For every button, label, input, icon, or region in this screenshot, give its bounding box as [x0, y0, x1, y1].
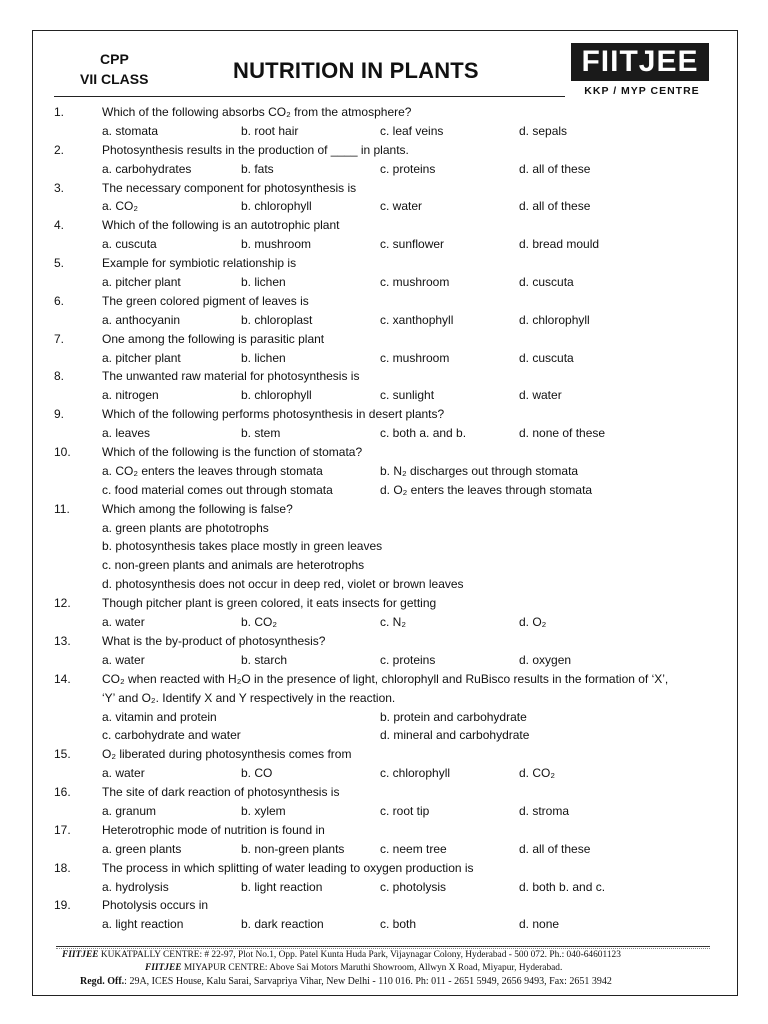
question-row	[54, 896, 724, 915]
option-text: c. leaf veins	[380, 123, 444, 138]
option-text: b. xylem	[241, 803, 286, 818]
question-row	[54, 632, 724, 651]
options-row	[54, 802, 724, 821]
options-row	[54, 708, 724, 727]
option-text: b. photosynthesis takes place mostly in green leaves	[102, 539, 383, 554]
options-row	[54, 556, 724, 575]
option-text: d. photosynthesis does not occur in deep red, violet or brown leaves	[102, 577, 464, 592]
question-text: Example for symbiotic relationship is	[102, 256, 297, 271]
question-text: Which of the following absorbs CO₂ from the atmosphere?	[102, 105, 412, 119]
footer-regd-text: : 29A, ICES House, Kalu Sarai, Sarvapriya Vihar, New Delhi - 110 016. Ph: 011 - 2651 5949, 2656 9493, Fax: 2651 3942	[124, 976, 612, 987]
option-text: c. root tip	[380, 803, 430, 818]
question-row	[54, 500, 724, 519]
question-text: Though pitcher plant is green colored, it eats insects for getting	[102, 596, 437, 611]
question-text: The necessary component for photosynthesis is	[102, 180, 357, 195]
option-text: ‘Y’ and O₂. Identify X and Y respectively in the reaction.	[102, 690, 396, 705]
option-text: a. stomata	[102, 123, 159, 138]
option-text: c. mushroom	[380, 275, 450, 290]
question-row	[54, 216, 724, 235]
question-number: 5.	[54, 256, 65, 271]
option-text: b. CO	[241, 766, 273, 781]
option-text: b. fats	[241, 161, 274, 176]
question-list	[54, 103, 724, 934]
options-row	[54, 915, 724, 934]
question-number: 10.	[54, 445, 71, 460]
option-text: a. green plants are phototrophs	[102, 520, 269, 535]
option-text: d. chlorophyll	[519, 312, 590, 327]
option-text: a. light reaction	[102, 917, 184, 932]
option-text: a. CO₂	[102, 199, 138, 214]
option-text: a. CO₂ enters the leaves through stomata	[102, 463, 323, 478]
option-text: c. water	[380, 199, 423, 214]
option-text: b. root hair	[241, 123, 299, 138]
option-text: a. anthocyanin	[102, 312, 181, 327]
centre-label: KKP / MYP CENTRE	[584, 85, 700, 97]
question-row	[54, 783, 724, 802]
options-row	[54, 878, 724, 897]
question-number: 1.	[54, 105, 65, 119]
question-text: One among the following is parasitic plant	[102, 331, 325, 346]
option-text: d. stroma	[519, 803, 570, 818]
options-row	[54, 613, 724, 632]
question-text: Photosynthesis results in the production of ____ in plants.	[102, 142, 409, 157]
question-number: 17.	[54, 822, 71, 837]
options-row	[54, 160, 724, 179]
option-text: d. none of these	[519, 426, 606, 441]
option-text: c. N₂	[380, 615, 406, 630]
question-row	[54, 405, 724, 424]
options-row	[54, 840, 724, 859]
options-row	[54, 122, 724, 141]
question-row	[54, 254, 724, 273]
option-text: b. chlorophyll	[241, 388, 312, 403]
question-row	[54, 103, 724, 122]
question-text: What is the by-product of photosynthesis?	[102, 633, 326, 648]
option-text: c. both	[380, 917, 417, 932]
option-text: b. lichen	[241, 350, 286, 365]
option-text: a. water	[102, 652, 145, 667]
question-number: 14.	[54, 671, 71, 686]
footer-kukatpally-text: KUKATPALLY CENTRE: # 22-97, Plot No.1, Opp. Patel Kunta Huda Park, Vijaynagar Colony, Hyderabad - 500 072. Ph.: 040-64601123	[98, 950, 621, 960]
footer-miyapur	[145, 963, 562, 973]
option-text: d. all of these	[519, 199, 591, 214]
options-row	[54, 273, 724, 292]
option-text: a. pitcher plant	[102, 350, 181, 365]
option-text: d. cuscuta	[519, 350, 574, 365]
option-text: a. carbohydrates	[102, 161, 192, 176]
option-text: c. both a. and b.	[380, 426, 467, 441]
option-text: d. bread mould	[519, 237, 600, 252]
option-text: d. both b. and c.	[519, 879, 606, 894]
question-text: CO₂ when reacted with H₂O in the presence of light, chlorophyll and RuBisco results in the formation of ‘X’,	[102, 671, 669, 686]
footer-brand: FIITJEE	[145, 963, 182, 973]
question-text: Which of the following is the function of stomata?	[102, 445, 363, 460]
question-number: 19.	[54, 898, 71, 913]
footer-kukatpally	[62, 950, 621, 960]
question-text: The green colored pigment of leaves is	[102, 293, 309, 308]
option-text: d. O₂	[519, 615, 547, 630]
question-text: The unwanted raw material for photosynthesis is	[102, 369, 360, 384]
header-divider	[54, 96, 565, 97]
option-text: c. chlorophyll	[380, 766, 451, 781]
option-text: a. nitrogen	[102, 388, 159, 403]
page-title: NUTRITION IN PLANTS	[233, 58, 479, 83]
options-row	[54, 764, 724, 783]
question-number: 11.	[54, 501, 70, 516]
option-text: a. pitcher plant	[102, 275, 181, 290]
option-text: a. cuscuta	[102, 237, 157, 252]
options-row	[54, 689, 724, 708]
question-text: Which of the following performs photosynthesis in desert plants?	[102, 407, 445, 422]
option-text: d. mineral and carbohydrate	[380, 728, 530, 743]
question-row	[54, 367, 724, 386]
question-number: 8.	[54, 369, 65, 384]
class-label: VII CLASS	[80, 71, 149, 87]
options-row	[54, 386, 724, 405]
option-text: a. water	[102, 766, 145, 781]
options-row	[54, 197, 724, 216]
option-text: b. mushroom	[241, 237, 312, 252]
options-row	[54, 726, 724, 745]
footer-divider	[56, 946, 710, 947]
options-row	[54, 537, 724, 556]
option-text: a. water	[102, 615, 145, 630]
question-row	[54, 330, 724, 349]
option-text: c. xanthophyll	[380, 312, 454, 327]
question-number: 6.	[54, 293, 65, 308]
options-row	[54, 311, 724, 330]
options-row	[54, 462, 724, 481]
question-row	[54, 594, 724, 613]
footer-divider-dotted	[56, 948, 710, 949]
option-text: b. dark reaction	[241, 917, 324, 932]
option-text: a. vitamin and protein	[102, 709, 217, 724]
option-text: c. proteins	[380, 161, 436, 176]
question-text: Heterotrophic mode of nutrition is found in	[102, 822, 325, 837]
option-text: b. stem	[241, 426, 281, 441]
footer-regd-label: Regd. Off.	[80, 976, 125, 987]
option-text: b. non-green plants	[241, 841, 345, 856]
question-text: Which among the following is false?	[102, 501, 293, 516]
options-row	[54, 651, 724, 670]
question-number: 3.	[54, 180, 65, 195]
option-text: c. sunlight	[380, 388, 435, 403]
option-text: c. non-green plants and animals are heterotrophs	[102, 558, 365, 573]
option-text: d. oxygen	[519, 652, 572, 667]
option-text: d. water	[519, 388, 562, 403]
fiitjee-logo: FIITJEE	[571, 43, 709, 81]
options-row	[54, 481, 724, 500]
question-row	[54, 859, 724, 878]
question-number: 15.	[54, 747, 71, 762]
option-text: d. all of these	[519, 161, 591, 176]
option-text: d. O₂ enters the leaves through stomata	[380, 482, 593, 497]
options-row	[54, 349, 724, 368]
options-row	[54, 424, 724, 443]
cpp-label: CPP	[100, 51, 129, 67]
option-text: d. cuscuta	[519, 275, 574, 290]
options-row	[54, 575, 724, 594]
option-text: b. chloroplast	[241, 312, 313, 327]
option-text: d. all of these	[519, 841, 591, 856]
option-text: a. hydrolysis	[102, 879, 169, 894]
option-text: b. starch	[241, 652, 288, 667]
question-text: The site of dark reaction of photosynthesis is	[102, 785, 340, 800]
question-number: 18.	[54, 860, 71, 875]
option-text: b. light reaction	[241, 879, 323, 894]
option-text: c. sunflower	[380, 237, 445, 252]
question-number: 4.	[54, 218, 65, 233]
options-row	[54, 235, 724, 254]
question-row	[54, 821, 724, 840]
option-text: c. mushroom	[380, 350, 450, 365]
footer-regd-office	[80, 976, 612, 987]
question-row	[54, 179, 724, 198]
option-text: a. green plants	[102, 841, 182, 856]
question-row	[54, 292, 724, 311]
footer-brand: FIITJEE	[62, 950, 99, 960]
question-number: 2.	[54, 142, 65, 157]
option-text: c. neem tree	[380, 841, 447, 856]
options-row	[54, 519, 724, 538]
footer-miyapur-text: MIYAPUR CENTRE: Above Sai Motors Maruthi Showroom, Allwyn X Road, Miyapur, Hyderabad.	[181, 963, 563, 973]
question-text: O₂ liberated during photosynthesis comes from	[102, 747, 352, 762]
option-text: c. proteins	[380, 652, 436, 667]
question-text: Which of the following is an autotrophic plant	[102, 218, 340, 233]
question-row	[54, 745, 724, 764]
question-number: 12.	[54, 596, 71, 611]
question-number: 16.	[54, 785, 71, 800]
question-text: Photolysis occurs in	[102, 898, 209, 913]
option-text: c. carbohydrate and water	[102, 728, 241, 743]
option-text: c. photolysis	[380, 879, 447, 894]
question-row	[54, 670, 724, 689]
question-text: The process in which splitting of water leading to oxygen production is	[102, 860, 474, 875]
option-text: d. none	[519, 917, 560, 932]
question-row	[54, 141, 724, 160]
option-text: a. leaves	[102, 426, 151, 441]
option-text: b. lichen	[241, 275, 286, 290]
option-text: b. CO₂	[241, 615, 277, 630]
question-number: 9.	[54, 407, 65, 422]
question-number: 7.	[54, 331, 65, 346]
option-text: c. food material comes out through stomata	[102, 482, 333, 497]
option-text: b. N₂ discharges out through stomata	[380, 463, 579, 478]
question-row	[54, 443, 724, 462]
option-text: d. CO₂	[519, 766, 555, 781]
question-number: 13.	[54, 633, 71, 648]
option-text: b. protein and carbohydrate	[380, 709, 527, 724]
option-text: a. granum	[102, 803, 157, 818]
option-text: d. sepals	[519, 123, 568, 138]
option-text: b. chlorophyll	[241, 199, 312, 214]
